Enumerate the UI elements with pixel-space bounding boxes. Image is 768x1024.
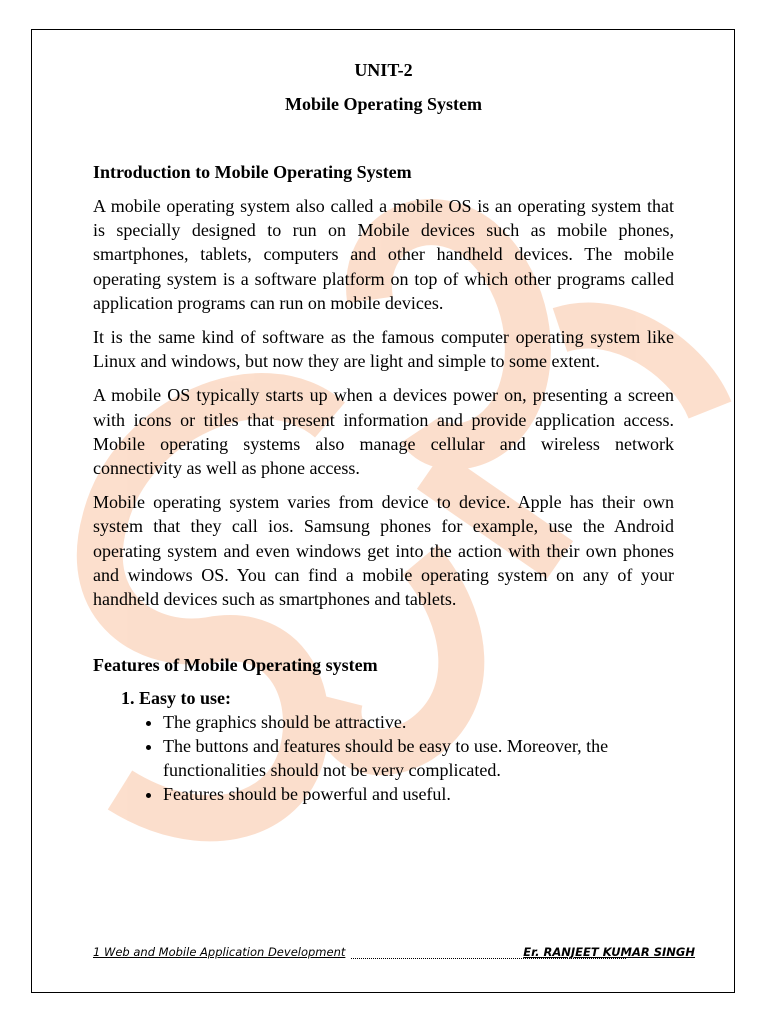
- feature-point: • Features should be powerful and useful.: [163, 782, 674, 806]
- intro-paragraph-4: Mobile operating system varies from device to device. Apple has their own system that they call ios. Samsung phones for example, use the Android operating system and even windows get into the action with their own phones and windows OS. You can find a mobile operating system on any of your handheld devices such as smartphones and tablets.: [93, 492, 674, 610]
- intro-paragraph-2: It is the same kind of software as the famous computer operating system like Linux and windows, but now they are light and simple to some extent.: [93, 327, 674, 372]
- features-list: [93, 686, 674, 806]
- feature-point: • The buttons and features should be easy to use. Moreover, the functionalities should not be very complicated.: [163, 734, 674, 782]
- document-title: Mobile Operating System: [285, 94, 482, 114]
- page-footer: [93, 945, 695, 963]
- footer-author: Er. RANJEET KUMAR SINGH: [523, 945, 695, 959]
- feature-item: [139, 686, 674, 806]
- feature-point: • The graphics should be attractive.: [163, 710, 674, 734]
- intro-paragraph-3: A mobile OS typically starts up when a devices power on, presenting a screen with icons or titles that present information and provide application access. Mobile operating systems also manage cellular and wireless network connectivity as well as phone access.: [93, 385, 674, 479]
- feature-title: Easy to use:: [139, 688, 232, 709]
- unit-heading: UNIT-2: [354, 60, 413, 80]
- document-body: [93, 58, 674, 806]
- intro-paragraph-1: A mobile operating system also called a mobile OS is an operating system that is specially designed to run on Mobile devices such as mobile phones, smartphones, tablets, computers and other handheld devices. The mobile operating system is a software platform on top of which other programs called application programs can run on mobile devices.: [93, 196, 674, 313]
- footer-course-title: 1 Web and Mobile Application Development: [93, 945, 346, 959]
- features-heading: Features of Mobile Operating system: [93, 655, 378, 676]
- feature-points: [139, 710, 674, 806]
- intro-heading: Introduction to Mobile Operating System: [93, 162, 412, 182]
